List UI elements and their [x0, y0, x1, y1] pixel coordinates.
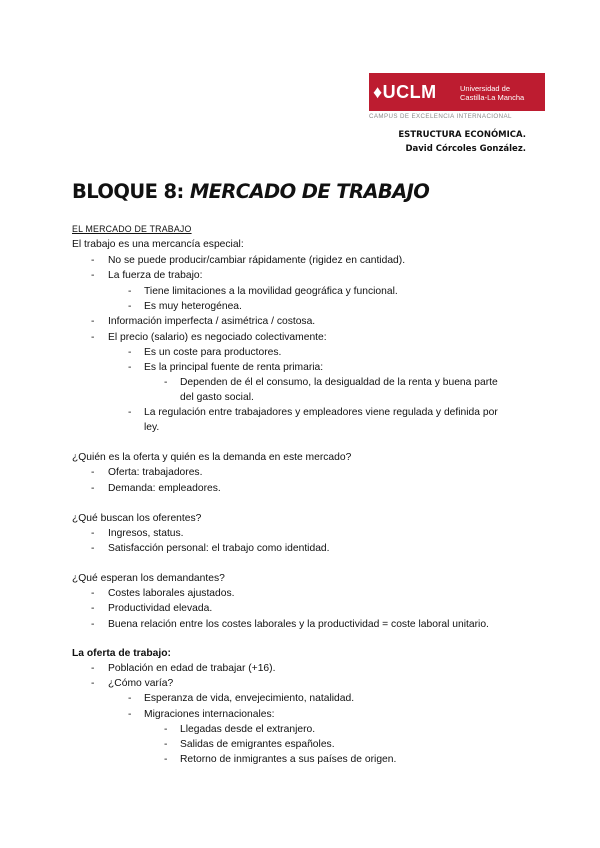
bullet-dash: -	[91, 316, 95, 327]
list-item: Salidas de emigrantes españoles.	[180, 739, 335, 750]
bullet-dash: -	[164, 724, 168, 735]
list-item: Productividad elevada.	[108, 603, 213, 614]
list-item: Información imperfecta / asimétrica / costosa.	[108, 316, 316, 327]
university-logo	[369, 73, 545, 123]
question-oferentes: ¿Qué buscan los oferentes?	[72, 513, 202, 524]
list-item: La regulación entre trabajadores y empleadores viene regulada y definida por	[144, 407, 498, 418]
bullet-dash: -	[91, 467, 95, 478]
bullet-dash: -	[91, 332, 95, 343]
logo-uni-line2: Castilla-La Mancha	[460, 93, 525, 102]
bullet-dash: -	[91, 255, 95, 266]
list-item: Retorno de inmigrantes a sus países de origen.	[180, 754, 397, 765]
logo-banner	[369, 73, 545, 111]
course-name: ESTRUCTURA ECONÓMICA.	[398, 130, 526, 140]
bullet-dash: -	[91, 663, 95, 674]
list-item: Población en edad de trabajar (+16).	[108, 663, 276, 674]
list-item: No se puede producir/cambiar rápidamente (rigidez en cantidad).	[108, 255, 406, 266]
list-item: Buena relación entre los costes laborales y la productividad = coste laboral unitario.	[108, 619, 489, 630]
list-item: Satisfacción personal: el trabajo como identidad.	[108, 543, 330, 554]
list-item: Esperanza de vida, envejecimiento, natalidad.	[144, 693, 355, 704]
section1-intro: El trabajo es una mercancía especial:	[72, 239, 244, 250]
list-item: Llegadas desde el extranjero.	[180, 724, 316, 735]
bullet-dash: -	[91, 603, 95, 614]
list-item: Tiene limitaciones a la movilidad geográfica y funcional.	[144, 286, 398, 297]
bullet-dash: -	[164, 754, 168, 765]
logo-subtitle: CAMPUS DE EXCELENCIA INTERNACIONAL	[369, 113, 512, 120]
bullet-dash: -	[128, 347, 132, 358]
list-item: El precio (salario) es negociado colectivamente:	[108, 332, 327, 343]
list-item-continuation: ley.	[144, 422, 160, 433]
question-oferta-demanda: ¿Quién es la oferta y quién es la demanda en este mercado?	[72, 452, 352, 463]
list-item: Oferta: trabajadores.	[108, 467, 203, 478]
bullet-dash: -	[128, 286, 132, 297]
list-item: Dependen de él el consumo, la desigualdad de la renta y buena parte	[180, 377, 498, 388]
logo-mark: ♦UCLM	[373, 82, 437, 102]
bullet-dash: -	[91, 543, 95, 554]
page-title	[72, 180, 429, 203]
bullet-dash: -	[91, 588, 95, 599]
bullet-dash: -	[164, 377, 168, 388]
list-item: ¿Cómo varía?	[108, 678, 174, 689]
bullet-dash: -	[164, 739, 168, 750]
bullet-dash: -	[91, 528, 95, 539]
bullet-dash: -	[128, 709, 132, 720]
bullet-dash: -	[91, 619, 95, 630]
list-item: Es la principal fuente de renta primaria:	[144, 362, 324, 373]
list-item: Demanda: empleadores.	[108, 483, 221, 494]
list-item: La fuerza de trabajo:	[108, 270, 203, 281]
bullet-dash: -	[128, 362, 132, 373]
bullet-dash: -	[128, 693, 132, 704]
section-heading-mercado: EL MERCADO DE TRABAJO	[72, 224, 192, 234]
title-prefix: BLOQUE 8:	[72, 180, 190, 203]
list-item: Es un coste para productores.	[144, 347, 282, 358]
bullet-dash: -	[91, 678, 95, 689]
logo-uni-line1: Universidad de	[460, 84, 511, 93]
list-item: Es muy heterogénea.	[144, 301, 242, 312]
document-header	[398, 128, 526, 156]
question-demandantes: ¿Qué esperan los demandantes?	[72, 573, 225, 584]
section-heading-oferta: La oferta de trabajo:	[72, 648, 171, 659]
title-topic: MERCADO DE TRABAJO	[189, 180, 430, 203]
logo-university-name	[460, 84, 524, 102]
bullet-dash: -	[128, 407, 132, 418]
bullet-dash: -	[91, 483, 95, 494]
author-name: David Córcoles González.	[405, 144, 526, 154]
list-item-continuation: del gasto social.	[180, 392, 254, 403]
list-item: Migraciones internacionales:	[144, 709, 275, 720]
bullet-dash: -	[91, 270, 95, 281]
list-item: Ingresos, status.	[108, 528, 184, 539]
list-item: Costes laborales ajustados.	[108, 588, 235, 599]
bullet-dash: -	[128, 301, 132, 312]
